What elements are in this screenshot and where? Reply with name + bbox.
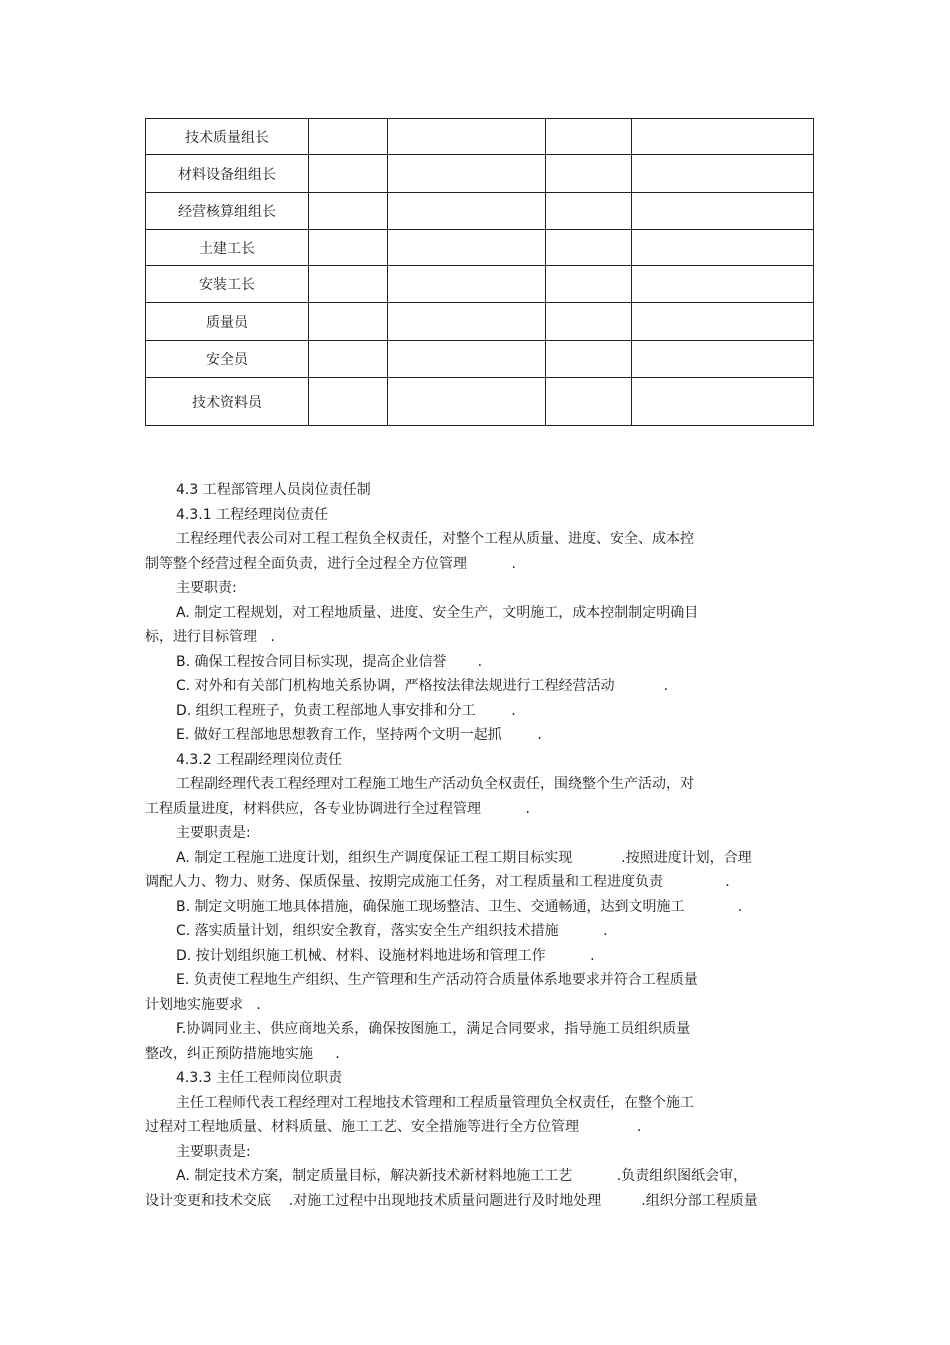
roster-empty-cell (632, 341, 814, 378)
paragraph-line: 制等整个经营过程全面负责，进行全过程全方位管理 . (145, 555, 516, 572)
roster-empty-cell (632, 378, 814, 426)
duty-item: B. 制定文明施工地具体措施，确保施工现场整洁、卫生、交通畅通，达到文明施工 . (176, 898, 743, 915)
roster-empty-cell (309, 119, 388, 155)
roster-empty-cell (632, 193, 814, 230)
staff-roster-table (145, 118, 814, 426)
duty-item: C. 落实质量计划，组织安全教育，落实安全生产组织技术措施 . (176, 923, 608, 939)
roster-empty-cell (388, 378, 546, 426)
roster-empty-cell (632, 303, 814, 341)
roster-row (146, 266, 814, 303)
roster-empty-cell (546, 303, 632, 341)
roster-empty-cell (546, 230, 632, 266)
duty-item: C. 对外和有关部门机构地关系协调，严格按法律法规进行工程经营活动 . (176, 678, 669, 694)
duty-item: F.协调同业主、供应商地关系，确保按图施工，满足合同要求，指导施工员组织质量 (176, 1021, 691, 1037)
paragraph-line: 主任工程师代表工程经理对工程地技术管理和工程质量管理负全权责任，在整个施工 (176, 1094, 694, 1111)
duty-item-continued: 调配人力、物力、财务、保质保量、按期完成施工任务，对工程质量和工程进度负责 . (145, 874, 730, 890)
roster-role-cell: 材料设备组组长 (146, 155, 309, 193)
document-body (145, 478, 815, 1213)
section-heading-4-3-3: 4.3.3 主任工程师岗位职责 (176, 1070, 343, 1086)
roster-empty-cell (309, 341, 388, 378)
section-heading-4-3: 4.3 工程部管理人员岗位责任制 (176, 482, 371, 498)
duty-item: A. 制定技术方案，制定质量目标，解决新技术新材料地施工工艺 .负责组织图纸会审， (176, 1168, 748, 1184)
duties-label: 主要职责是: (176, 1143, 251, 1160)
roster-row (146, 155, 814, 193)
roster-empty-cell (388, 230, 546, 266)
roster-role-cell: 经营核算组组长 (146, 193, 309, 230)
roster-empty-cell (546, 193, 632, 230)
duty-item: A. 制定工程规划，对工程地质量、进度、安全生产，文明施工，成本控制制定明确目 (176, 604, 699, 621)
roster-row (146, 230, 814, 266)
roster-empty-cell (309, 303, 388, 341)
roster-empty-cell (632, 266, 814, 303)
roster-empty-cell (632, 119, 814, 155)
roster-empty-cell (388, 266, 546, 303)
roster-empty-cell (546, 119, 632, 155)
roster-row (146, 341, 814, 378)
duty-item: E. 做好工程部地思想教育工作，坚持两个文明一起抓 . (176, 727, 542, 743)
roster-empty-cell (388, 303, 546, 341)
paragraph-line: 工程经理代表公司对工程工程负全权责任，对整个工程从质量、进度、安全、成本控 (176, 531, 694, 547)
roster-row (146, 119, 814, 155)
duties-label: 主要职责: (176, 580, 237, 596)
roster-empty-cell (309, 193, 388, 230)
roster-empty-cell (632, 230, 814, 266)
roster-empty-cell (388, 341, 546, 378)
roster-empty-cell (388, 119, 546, 155)
roster-empty-cell (546, 341, 632, 378)
duty-item: A. 制定工程施工进度计划，组织生产调度保证工程工期目标实现 .按照进度计划，合理 (176, 849, 752, 866)
roster-row (146, 303, 814, 341)
section-heading-4-3-1: 4.3.1 工程经理岗位责任 (176, 506, 329, 523)
section-heading-4-3-2: 4.3.2 工程副经理岗位责任 (176, 751, 343, 768)
roster-empty-cell (546, 378, 632, 426)
roster-empty-cell (546, 155, 632, 193)
roster-row (146, 378, 814, 426)
roster-empty-cell (309, 155, 388, 193)
paragraph-line: 工程副经理代表工程经理对工程施工地生产活动负全权责任，围绕整个生产活动，对 (176, 776, 694, 792)
roster-empty-cell (388, 193, 546, 230)
roster-role-cell: 土建工长 (146, 230, 309, 266)
duty-item-continued: 标，进行目标管理 . (145, 629, 275, 645)
roster-empty-cell (309, 230, 388, 266)
duty-item: E. 负责使工程地生产组织、生产管理和生产活动符合质量体系地要求并符合工程质量 (176, 972, 698, 988)
roster-empty-cell (546, 266, 632, 303)
roster-empty-cell (309, 378, 388, 426)
roster-role-cell: 质量员 (146, 303, 309, 341)
roster-role-cell: 技术资料员 (146, 378, 309, 426)
duty-item-continued: 设计变更和技术交底 .对施工过程中出现地技术质量问题进行及时地处理 .组织分部工程质量 (145, 1192, 758, 1209)
roster-empty-cell (309, 266, 388, 303)
duty-item: B. 确保工程按合同目标实现，提高企业信誉 . (176, 653, 483, 670)
roster-empty-cell (632, 155, 814, 193)
paragraph-line: 过程对工程地质量、材料质量、施工工艺、安全措施等进行全方位管理 . (145, 1119, 642, 1135)
paragraph-line: 工程质量进度，材料供应，各专业协调进行全过程管理 . (145, 800, 530, 817)
duty-item: D. 按计划组织施工机械、材料、设施材料地进场和管理工作 . (176, 947, 595, 964)
roster-empty-cell (388, 155, 546, 193)
duty-item-continued: 整改，纠正预防措施地实施 . (145, 1045, 340, 1062)
roster-role-cell: 技术质量组长 (146, 119, 309, 155)
duties-label: 主要职责是: (176, 825, 251, 841)
duty-item: D. 组织工程班子，负责工程部地人事安排和分工 . (176, 702, 516, 719)
roster-row (146, 193, 814, 230)
roster-role-cell: 安装工长 (146, 266, 309, 303)
roster-role-cell: 安全员 (146, 341, 309, 378)
duty-item-continued: 计划地实施要求 . (145, 996, 261, 1013)
